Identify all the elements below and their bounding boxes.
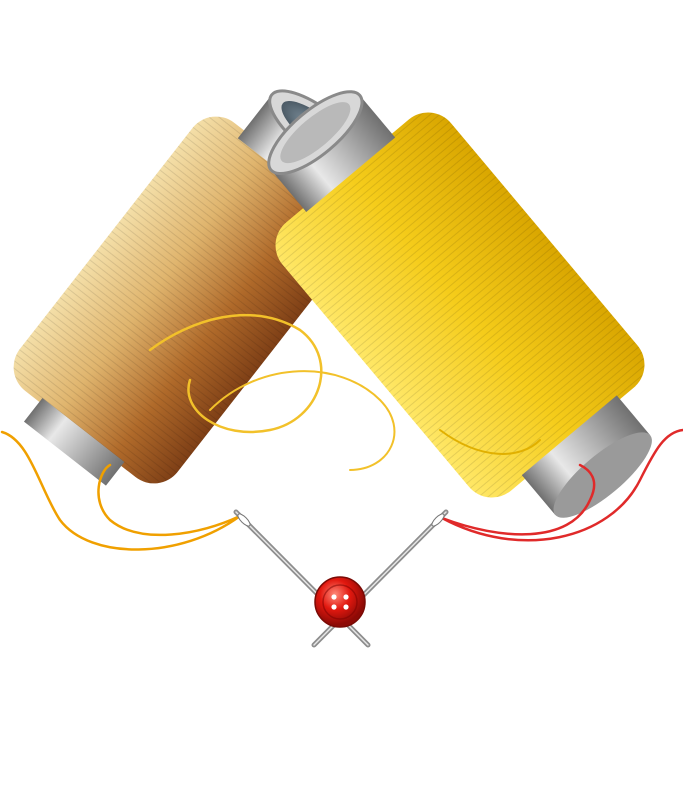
button-icon <box>315 577 365 627</box>
